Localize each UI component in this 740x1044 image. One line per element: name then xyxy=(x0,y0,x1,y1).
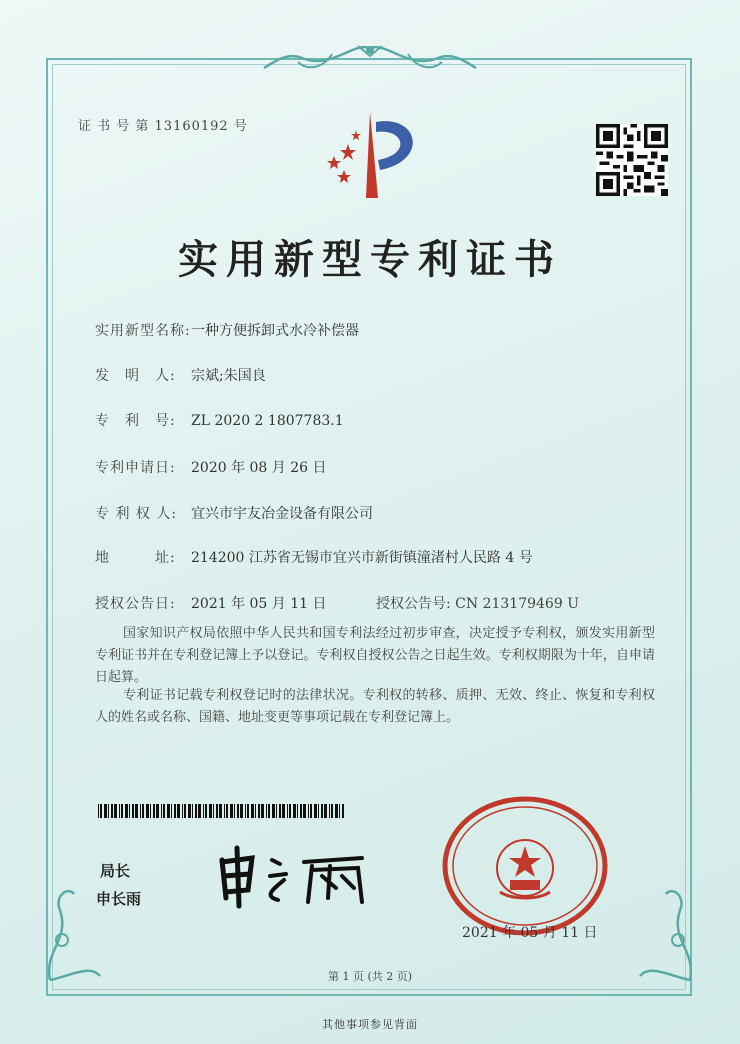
field-label: 专 利 权 人: xyxy=(95,506,178,522)
footer-note: 其他事项参见背面 xyxy=(322,1018,418,1031)
field-label: 授权公告日: xyxy=(95,596,176,612)
field-address xyxy=(95,547,533,567)
director-title: 局长 xyxy=(100,862,131,880)
cnipa-logo-icon xyxy=(318,108,428,203)
field-label: 地 址: xyxy=(95,550,176,566)
field-patentee xyxy=(95,503,373,523)
director-name: 申长雨 xyxy=(96,890,142,908)
field-label: 专利申请日: xyxy=(95,460,176,476)
field-value: 2021 年 05 月 11 日 xyxy=(191,596,327,612)
field-value: 2020 年 08 月 26 日 xyxy=(191,460,327,476)
field-grant-date xyxy=(95,593,327,613)
qr-code-icon xyxy=(596,124,668,196)
field-utility-model-name xyxy=(95,320,359,340)
field-label: 授权公告号: xyxy=(376,596,451,612)
field-value: 214200 江苏省无锡市宜兴市新街镇潼渚村人民路 4 号 xyxy=(191,550,533,566)
field-grant-number xyxy=(376,593,579,613)
director-signature xyxy=(212,840,382,910)
field-label: 发 明 人: xyxy=(95,368,176,384)
certificate-number: 证 书 号 第 13160192 号 xyxy=(78,119,248,134)
field-inventor xyxy=(95,365,266,385)
top-ornament xyxy=(262,40,478,80)
field-label: 专 利 号: xyxy=(95,413,176,429)
field-patent-number xyxy=(95,410,344,430)
seal-date: 2021 年 05 月 11 日 xyxy=(462,925,598,941)
field-value: 宗斌;朱国良 xyxy=(191,368,266,384)
paragraph-grant-statement: 国家知识产权局依照中华人民共和国专利法经过初步审查，决定授予专利权，颁发实用新型专利证书并在专利登记簿上予以登记。专利权自授权公告之日起生效。专利权期限为十年，自申请日起算。 xyxy=(95,626,655,685)
page-number: 第 1 页 (共 2 页) xyxy=(327,970,413,983)
certificate-title: 实用新型专利证书 xyxy=(178,236,562,283)
paragraph-legal-status: 专利证书记载专利权登记时的法律状况。专利权的转移、质押、无效、终止、恢复和专利权人的姓名或名称、国籍、地址变更等事项记载在专利登记簿上。 xyxy=(95,688,655,725)
barcode-icon xyxy=(98,804,346,818)
official-seal-icon xyxy=(442,796,608,936)
field-value: ZL 2020 2 1807783.1 xyxy=(191,413,344,429)
field-value: CN 213179469 U xyxy=(455,596,579,612)
field-value: 宜兴市宇友冶金设备有限公司 xyxy=(191,506,373,522)
field-label: 实用新型名称: xyxy=(95,323,191,339)
field-application-date xyxy=(95,457,327,477)
field-value: 一种方便拆卸式水冷补偿器 xyxy=(191,323,359,339)
